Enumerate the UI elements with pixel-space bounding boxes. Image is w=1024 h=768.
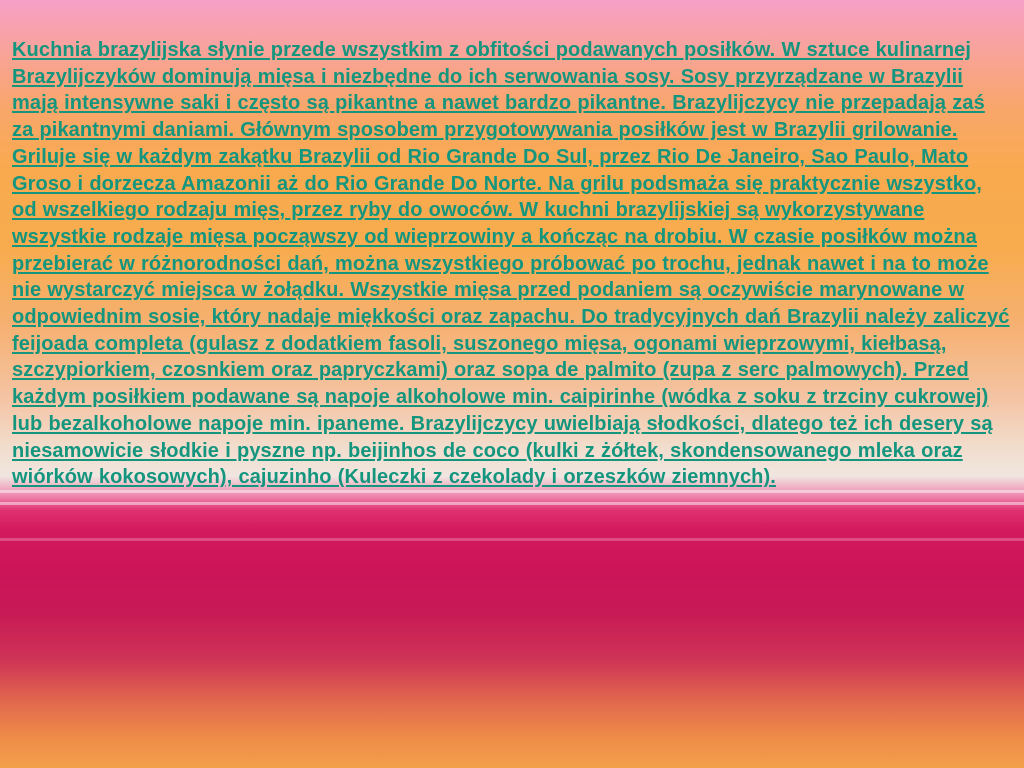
body-text-hyperlink[interactable]: Kuchnia brazylijska słynie przede wszystkim z obfitości podawanych posiłków. W sztuce kulinarnej Brazylijczyków dominują mięsa i niezbędne do ich serwowania sosy. Sosy przyrządzane w Brazylii mają intensywne saki i często są pikantne a nawet bardzo pikantne. Brazylijczycy nie przepadają zaś za pikantnymi daniami. Głównym sposobem przygotowywania posiłków jest w Brazylii grilowanie. Griluje się w każdym zakątku Brazylii od Rio Grande Do Sul, przez Rio De Janeiro, Sao Paulo, Mato Groso i dorzecza Amazonii aż do Rio Grande Do Norte. Na grilu podsmaża się praktycznie wszystko, od wszelkiego rodzaju mięs, przez ryby do owoców. W kuchni brazylijskiej są wykorzystywane wszystkie rodzaje mięsa począwszy od wieprzowiny a kończąc na drobiu. W czasie posiłków można przebierać w różnorodności dań, można wszystkiego próbować po trochu, jednak nawet i na to może nie wystarczyć miejsca w żołądku. Wszystkie mięsa przed podaniem są oczywiście marynowane w odpowiednim sosie, który nadaje miękkości oraz zapachu. Do tradycyjnych dań Brazylii należy zaliczyć feijoada completa (gulasz z dodatkiem fasoli, suszonego mięsa, ogonami wieprzowymi, kiełbasą, szczypiorkiem, czosnkiem oraz papryczkami) oraz sopa de palmito (zupa z serc palmowych). Przed każdym posiłkiem podawane są napoje alkoholowe min. caipirinhe (wódka z soku z trzciny cukrowej) lub bezalkoholowe napoje min. ipaneme. Brazylijczycy uwielbiają słodkości, dlatego też ich desery są niesamowicie słodkie i pyszne np. beijinhos de coco (kulki z żółtek, skondensowanego mleka oraz wiórków kokosowych), cajuzinho (Kuleczki z czekolady i orzeszków ziemnych). [12, 39, 1010, 489]
background-stripe [0, 538, 1024, 541]
slide-text-box [12, 37, 1012, 491]
background-stripe [0, 502, 1024, 505]
